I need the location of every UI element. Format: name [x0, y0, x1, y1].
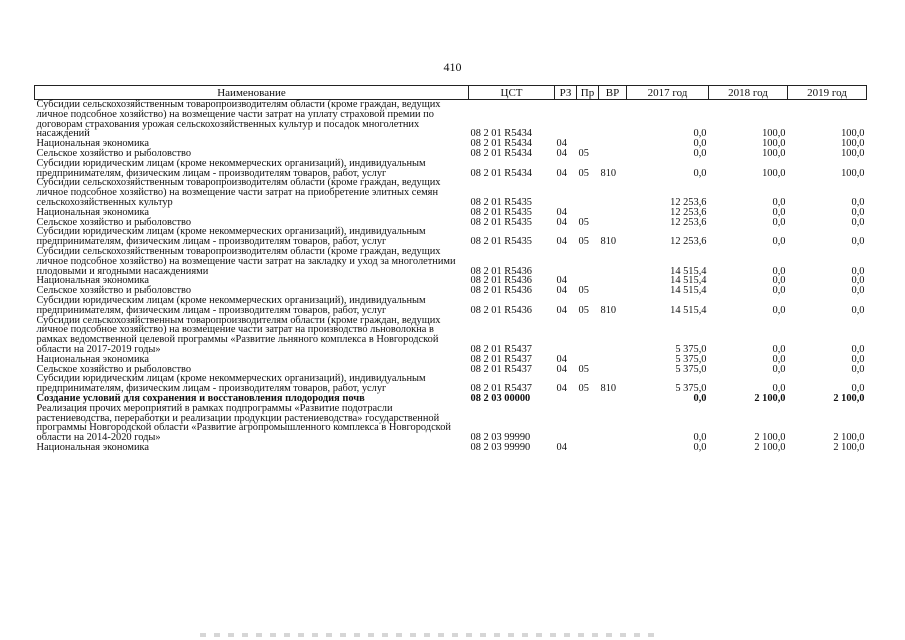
cell-2019: 2 100,0: [833, 392, 865, 404]
cell-cst: 08 2 01 R5437: [470, 353, 532, 365]
cell-2018: 0,0: [772, 236, 786, 248]
cell-cst: 08 2 03 00000: [470, 392, 531, 404]
cell-vr: [599, 365, 627, 375]
cell-2019: 0,0: [851, 285, 865, 297]
cell-2017: 12 253,6: [670, 206, 707, 218]
header-2018: 2018 год: [709, 86, 788, 100]
cell-name: Сельское хозяйство и рыболовство: [36, 147, 192, 159]
cell-rz: 04: [556, 383, 567, 395]
cell-name: Субсидии юридическим лицам (кроме некоммерческих организаций), индивидуальным предпринимателям, физическим лицам - производителям товаров, работ, услуг: [36, 226, 426, 248]
cell-2018: 100,0: [762, 138, 786, 150]
cell-name: Субсидии юридическим лицам (кроме некоммерческих организаций), индивидуальным предпринимателям, физическим лицам - производителям товаров, работ, услуг: [36, 373, 426, 395]
cell-2019: 0,0: [851, 343, 865, 355]
header-pr: Пр: [577, 86, 599, 100]
cell-pr: [577, 394, 599, 404]
cell-vr: [599, 100, 627, 140]
cell-name: Национальная экономика: [36, 138, 150, 150]
cell-cst: 08 2 01 R5436: [470, 265, 532, 277]
cell-cst: 08 2 01 R5436: [470, 304, 532, 316]
cell-rz: 04: [556, 216, 567, 228]
cell-vr: 810: [600, 236, 617, 248]
cell-2017: 0,0: [693, 167, 707, 179]
cell-2019: 0,0: [851, 275, 865, 287]
cell-2017: 14 515,4: [670, 275, 707, 287]
cell-pr: [577, 247, 599, 276]
table-row: [35, 404, 867, 443]
table-row: [35, 443, 867, 453]
cell-pr: 05: [578, 285, 589, 297]
cell-rz: [555, 100, 577, 140]
table-row: [35, 178, 867, 207]
cell-vr: [599, 286, 627, 296]
header-cst: ЦСТ: [469, 86, 555, 100]
header-2017: 2017 год: [627, 86, 709, 100]
cell-2019: 0,0: [851, 206, 865, 218]
cell-2018: 0,0: [772, 265, 786, 277]
cell-cst: 08 2 01 R5437: [470, 363, 532, 375]
cell-2018: 2 100,0: [754, 441, 786, 453]
cell-vr: [599, 276, 627, 286]
cell-rz: 04: [556, 206, 567, 218]
cell-2019: 0,0: [851, 363, 865, 375]
cell-2019: 0,0: [851, 353, 865, 365]
cell-2017: 0,0: [693, 147, 707, 159]
cell-vr: [599, 316, 627, 355]
cell-2017: 5 375,0: [675, 353, 707, 365]
cell-2017: 12 253,6: [670, 216, 707, 228]
cell-2019: 2 100,0: [833, 432, 865, 444]
cell-rz: 04: [556, 353, 567, 365]
cell-pr: [577, 443, 599, 453]
cell-2017: 5 375,0: [675, 383, 707, 395]
cell-2019: 0,0: [851, 265, 865, 277]
cell-2018: 2 100,0: [754, 392, 786, 404]
cell-2018: 0,0: [772, 196, 786, 208]
cell-cst: 08 2 01 R5434: [470, 128, 532, 140]
cell-pr: 05: [578, 167, 589, 179]
cell-2017: 5 375,0: [675, 343, 707, 355]
cell-pr: 05: [578, 216, 589, 228]
cell-2017: 0,0: [693, 392, 707, 404]
table-row: [35, 227, 867, 247]
cell-rz: [555, 404, 577, 443]
cell-vr: [599, 394, 627, 404]
cell-pr: 05: [578, 304, 589, 316]
cell-pr: 05: [578, 147, 589, 159]
cell-cst: 08 2 01 R5434: [470, 138, 532, 150]
cell-2018: 0,0: [772, 353, 786, 365]
cell-2018: 0,0: [772, 304, 786, 316]
cell-cst: 08 2 01 R5437: [470, 383, 532, 395]
cell-2017: 0,0: [693, 128, 707, 140]
cell-name: Субсидии сельскохозяйственным товаропроизводителям области (кроме граждан, ведущих личное подсобное хозяйство) на возмещение части затрат на приобретение элитных семян сельскохозяйственных культур: [36, 177, 441, 208]
cell-cst: 08 2 01 R5435: [470, 216, 532, 228]
cell-2018: 2 100,0: [754, 432, 786, 444]
table-row: [35, 316, 867, 355]
cell-cst: 08 2 01 R5435: [470, 206, 532, 218]
cell-2019: 0,0: [851, 304, 865, 316]
cell-2019: 2 100,0: [833, 441, 865, 453]
cell-2017: 5 375,0: [675, 363, 707, 375]
cell-name: Создание условий для сохранения и восстановления плодородия почв: [36, 392, 365, 404]
cell-2019: 100,0: [841, 138, 865, 150]
cell-rz: [555, 247, 577, 276]
cell-pr: [577, 178, 599, 207]
cell-name: Субсидии юридическим лицам (кроме некоммерческих организаций), индивидуальным предпринимателям, физическим лицам - производителям товаров, работ, услуг: [36, 157, 426, 179]
cell-2017: 12 253,6: [670, 236, 707, 248]
table-row: [35, 374, 867, 394]
scan-artifact: [200, 633, 660, 637]
cell-rz: 04: [556, 167, 567, 179]
cell-2018: 0,0: [772, 206, 786, 218]
cell-2018: 0,0: [772, 275, 786, 287]
cell-2019: 0,0: [851, 383, 865, 395]
cell-2019: 0,0: [851, 236, 865, 248]
cell-vr: 810: [600, 167, 617, 179]
cell-rz: 04: [556, 236, 567, 248]
cell-pr: [577, 404, 599, 443]
table-row: [35, 159, 867, 179]
cell-vr: 810: [600, 383, 617, 395]
cell-2019: 0,0: [851, 216, 865, 228]
cell-rz: 04: [556, 138, 567, 150]
cell-2018: 0,0: [772, 363, 786, 375]
table-row: [35, 247, 867, 276]
cell-cst: 08 2 01 R5434: [470, 167, 532, 179]
cell-2019: 100,0: [841, 167, 865, 179]
cell-name: Национальная экономика: [36, 353, 150, 365]
table-body: [35, 100, 867, 453]
cell-vr: [599, 139, 627, 149]
cell-rz: 04: [556, 285, 567, 297]
cell-vr: [599, 208, 627, 218]
cell-vr: [599, 247, 627, 276]
cell-vr: [599, 443, 627, 453]
cell-2018: 0,0: [772, 383, 786, 395]
cell-cst: 08 2 01 R5434: [470, 147, 532, 159]
header-2019: 2019 год: [788, 86, 867, 100]
cell-cst: 08 2 01 R5437: [470, 343, 532, 355]
header-rz: РЗ: [555, 86, 577, 100]
table-row: [35, 296, 867, 316]
table-header-row: [35, 86, 867, 100]
cell-rz: 04: [556, 441, 567, 453]
cell-2018: 0,0: [772, 216, 786, 228]
cell-name: Субсидии сельскохозяйственным товаропроизводителям области (кроме граждан, ведущих личное подсобное хозяйство) на возмещение части затрат на производство льноволокна в рамках ведомственной целевой программы «Развитие льняного комплекса в Новгородской области на 2017-2019 годы»: [36, 314, 441, 355]
cell-rz: [555, 394, 577, 404]
cell-vr: [599, 218, 627, 228]
cell-2018: 0,0: [772, 343, 786, 355]
cell-2017: 0,0: [693, 432, 707, 444]
cell-name: Национальная экономика: [36, 206, 150, 218]
cell-2019: 0,0: [851, 196, 865, 208]
cell-rz: 04: [556, 147, 567, 159]
cell-cst: 08 2 01 R5436: [470, 285, 532, 297]
cell-vr: 810: [600, 304, 617, 316]
cell-name: Сельское хозяйство и рыболовство: [36, 363, 192, 375]
cell-2018: 100,0: [762, 167, 786, 179]
cell-2017: 14 515,4: [670, 265, 707, 277]
cell-name: Субсидии сельскохозяйственным товаропроизводителям области (кроме граждан, ведущих личное подсобное хозяйство) на возмещение части затрат на уплату страховой премии по договорам страхования урожая сельскохозяйственных культур и посадок многолетних насаждений: [36, 99, 441, 140]
cell-pr: 05: [578, 363, 589, 375]
page-number: 410: [443, 60, 462, 74]
cell-name: Национальная экономика: [36, 441, 150, 453]
cell-rz: 04: [556, 304, 567, 316]
cell-pr: [577, 100, 599, 140]
budget-table: [34, 85, 867, 453]
cell-vr: [599, 178, 627, 207]
cell-name: Национальная экономика: [36, 275, 150, 287]
cell-name: Субсидии сельскохозяйственным товаропроизводителям области (кроме граждан, ведущих личное подсобное хозяйство) на возмещение части затрат на закладку и уход за многолетними плодовыми и ягодными насаждениями: [36, 245, 456, 277]
cell-cst: 08 2 03 99990: [470, 441, 531, 453]
cell-2017: 0,0: [693, 138, 707, 150]
cell-2017: 14 515,4: [670, 304, 707, 316]
cell-2019: 100,0: [841, 128, 865, 140]
header-vr: ВР: [599, 86, 627, 100]
cell-cst: 08 2 01 R5436: [470, 275, 532, 287]
cell-rz: [555, 316, 577, 355]
cell-cst: 08 2 01 R5435: [470, 236, 532, 248]
cell-2018: 100,0: [762, 147, 786, 159]
cell-rz: [555, 178, 577, 207]
cell-vr: [599, 404, 627, 443]
cell-2019: 100,0: [841, 147, 865, 159]
cell-pr: 05: [578, 236, 589, 248]
cell-2017: 0,0: [693, 441, 707, 453]
cell-name: Субсидии юридическим лицам (кроме некоммерческих организаций), индивидуальным предпринимателям, физическим лицам - производителям товаров, работ, услуг: [36, 294, 426, 316]
cell-2017: 14 515,4: [670, 285, 707, 297]
header-name: Наименование: [35, 86, 469, 100]
cell-name: Сельское хозяйство и рыболовство: [36, 216, 192, 228]
cell-pr: [577, 316, 599, 355]
table-row: [35, 100, 867, 140]
cell-2018: 0,0: [772, 285, 786, 297]
cell-rz: 04: [556, 363, 567, 375]
cell-pr: 05: [578, 383, 589, 395]
cell-cst: 08 2 01 R5435: [470, 196, 532, 208]
cell-2017: 12 253,6: [670, 196, 707, 208]
cell-rz: 04: [556, 275, 567, 287]
cell-name: Реализация прочих мероприятий в рамках подпрограммы «Развитие подотрасли растениеводства, переработки и реализации продукции растениеводства» государственной программы Новгородской области «Развитие агропромышленного комплекса в Новгородской области на 2014-2020 годы»: [36, 402, 451, 444]
cell-cst: 08 2 03 99990: [470, 432, 531, 444]
cell-vr: [599, 149, 627, 159]
cell-2018: 100,0: [762, 128, 786, 140]
cell-vr: [599, 355, 627, 365]
cell-name: Сельское хозяйство и рыболовство: [36, 285, 192, 297]
